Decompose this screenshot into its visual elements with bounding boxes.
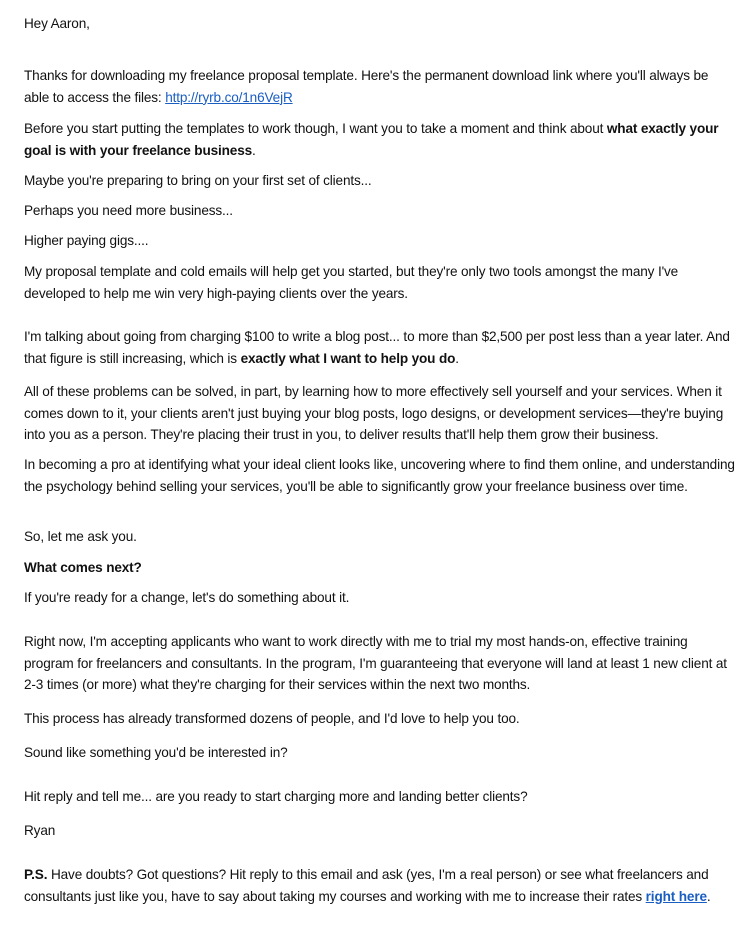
paragraph-tools: My proposal template and cold emails will help get you started, but they're only two tools amongst the many I've developed to help me win very high-paying clients over the years. — [24, 264, 679, 301]
paragraph-ps — [24, 864, 736, 907]
paragraph-ready: If you're ready for a change, let's do something about it. — [24, 590, 350, 605]
paragraph-interested: Sound like something you'd be interested in? — [24, 745, 288, 760]
paragraph-ask: So, let me ask you. — [24, 529, 137, 544]
download-link[interactable]: http://ryrb.co/1n6VejR — [165, 89, 293, 105]
paragraph-text: . — [706, 888, 711, 904]
paragraph-text: Have doubts? Got questions? Hit reply to this email and ask (yes, I'm a real person) or see what freelancers and consultants just like you, have to say about taking my courses and working with me to increase their rates — [24, 867, 709, 904]
paragraph-text: . — [455, 350, 459, 366]
bold-text: what exactly your goal is with your freelance business — [24, 121, 719, 158]
paragraph-more-business: Perhaps you need more business... — [24, 203, 233, 218]
paragraph-text: I'm talking about going from charging $100 to write a blog post... to more than $2,500 per post less than a year later. And that figure is still increasing, which is — [24, 329, 730, 366]
paragraph-program: Right now, I'm accepting applicants who want to work directly with me to trial my most hands-on, effective training program for freelancers and consultants. In the program, I'm guaranteeing that everyone will land at least 1 new client at 2-3 times (or more) what they're charging for their services within the next two months. — [24, 634, 727, 693]
signature: Ryan — [24, 823, 56, 838]
paragraph-higher-paying: Higher paying gigs.... — [24, 233, 149, 248]
ps-label: P.S. — [24, 867, 48, 882]
bold-text: exactly what I want to help you do — [240, 350, 456, 366]
paragraph-hit-reply: Hit reply and tell me... are you ready to start charging more and landing better clients? — [24, 789, 528, 804]
paragraph-transformed: This process has already transformed dozens of people, and I'd love to help you too. — [24, 711, 520, 726]
right-here-link[interactable]: right here — [645, 888, 707, 904]
paragraph-goal — [24, 118, 736, 161]
paragraph-text: . — [252, 142, 256, 158]
paragraph-download-link — [24, 65, 736, 108]
paragraph-text: Before you start putting the templates to work though, I want you to take a moment and think about — [24, 121, 607, 136]
paragraph-problems: All of these problems can be solved, in part, by learning how to more effectively sell yourself and your services. When it comes down to it, your clients aren't just buying your blog posts, logo designs, or development services—they're buying into you as a person. They're placing their trust in you, to deliver results that'll help them grow their business. — [24, 384, 724, 443]
paragraph-first-clients: Maybe you're preparing to bring on your first set of clients... — [24, 173, 372, 188]
paragraph-pro: In becoming a pro at identifying what your ideal client looks like, uncovering where to find them online, and understanding the psychology behind selling your services, you'll be able to significantly grow your freelance business over time. — [24, 457, 735, 494]
greeting: Hey Aaron, — [24, 16, 90, 31]
paragraph-text: Thanks for downloading my freelance proposal template. Here's the permanent download link where you'll always be able to access the files: — [24, 68, 709, 105]
heading-what-comes-next: What comes next? — [24, 560, 142, 575]
paragraph-charging — [24, 326, 736, 369]
